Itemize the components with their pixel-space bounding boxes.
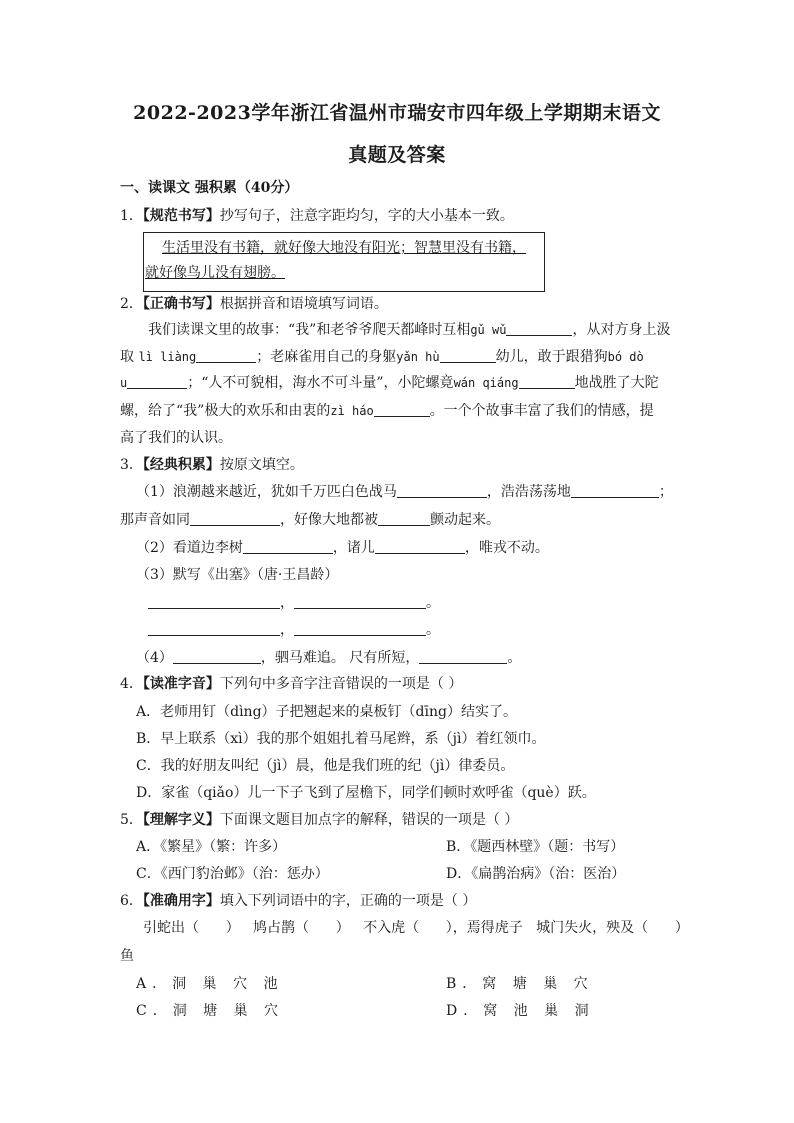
option-b[interactable]: B．窝 塘 巢 穴 xyxy=(446,976,594,992)
option-b[interactable]: B．早上联系（xì）我的那个姐姐扎着马尾辫，系（jì）着红领巾。 xyxy=(136,731,546,747)
question-6 xyxy=(120,891,680,911)
answer-blank[interactable] xyxy=(294,621,426,636)
answer-blank[interactable] xyxy=(148,594,280,609)
passage-line-2 xyxy=(120,347,680,367)
option-d[interactable]: D．窝 池 巢 洞 xyxy=(446,1003,595,1019)
item-text: （1）浪潮越来越近，犹如千万匹白色战马 xyxy=(136,484,397,500)
answer-blank[interactable] xyxy=(173,649,261,664)
pinyin-prompt: zì háo xyxy=(330,404,374,418)
pinyin-prompt: gǔ wǔ xyxy=(470,323,507,337)
item-text: ，浩浩荡荡地 xyxy=(486,484,571,500)
answer-blank[interactable] xyxy=(374,402,430,417)
answer-blank[interactable] xyxy=(294,594,426,609)
item-text: （4） xyxy=(136,650,173,666)
document-title-line1: 2022-2023学年浙江省温州市瑞安市四年级上学期期末语文 xyxy=(133,102,661,124)
option-c[interactable]: C．洞 塘 巢 穴 xyxy=(136,1003,285,1019)
pinyin-prompt: u xyxy=(120,376,128,390)
item-text: ，唯戎不动。 xyxy=(464,540,549,556)
passage-line-3 xyxy=(120,373,680,393)
item-text: ； xyxy=(658,484,673,500)
fill-item-2 xyxy=(136,538,696,558)
punctuation: ， xyxy=(280,622,294,638)
passage-line-4 xyxy=(120,401,680,421)
question-number: 5． xyxy=(120,812,143,828)
question-number: 6． xyxy=(120,893,143,909)
question-4 xyxy=(120,674,680,694)
question-text: 根据拼音和语境填写词语。 xyxy=(219,296,388,312)
item-text: ，诸儿 xyxy=(332,540,375,556)
idiom-list: 引蛇出（ ） 鸠占鹊（ ） 不入虎（ ），焉得虎子 城门失火，殃及（ ） xyxy=(143,920,689,936)
passage-text: 。一个个故事丰富了我们的情感，提 xyxy=(429,403,654,419)
option-a[interactable]: A．《繁星》（繁：许多） xyxy=(136,839,287,855)
answer-blank[interactable] xyxy=(190,511,280,526)
question-number: 4． xyxy=(120,676,143,692)
passage-text: 螺，给了“我”极大的欢乐和由衷的 xyxy=(120,403,331,419)
punctuation: ， xyxy=(280,595,294,611)
fill-item-3: （3）默写《出塞》（唐·王昌龄） xyxy=(136,567,339,583)
passage-line-1 xyxy=(148,320,708,340)
item-text: ，好像大地都被 xyxy=(280,512,378,528)
passage-text: ，从对方身上汲 xyxy=(572,322,671,338)
copy-sentence-line1: 生活里没有书籍，就好像大地没有阳光；智慧里没有书籍， xyxy=(162,240,526,256)
poem-line-1 xyxy=(148,593,708,613)
question-tag: 【正确书写】 xyxy=(142,296,220,312)
passage-text: ；“人不可貌相，海水不可斗量”，小陀螺竟 xyxy=(187,375,454,391)
pinyin-prompt: bó dò xyxy=(607,350,644,364)
pinyin-prompt: yǎn hù xyxy=(396,350,440,364)
pinyin-prompt: wán qiáng xyxy=(453,376,519,390)
question-3 xyxy=(120,455,680,475)
item-text: 。 xyxy=(507,650,522,666)
answer-blank[interactable] xyxy=(571,483,659,498)
question-tag: 【准确用字】 xyxy=(142,893,220,909)
passage-text: ；老麻雀用自己的身躯 xyxy=(256,349,397,365)
question-2 xyxy=(120,294,680,314)
answer-blank[interactable] xyxy=(378,511,430,526)
question-text: 按原文填空。 xyxy=(219,457,304,473)
option-d[interactable]: D．家雀（qiǎo）儿一下子飞到了屋檐下，同学们顿时欢呼雀（què）跃。 xyxy=(136,785,596,801)
fill-item-4 xyxy=(136,648,696,668)
answer-blank[interactable] xyxy=(127,374,187,389)
answer-blank[interactable] xyxy=(419,649,507,664)
option-c[interactable]: C．《西门豹治邺》（治：惩办） xyxy=(136,866,329,882)
item-text: ，驷马难追。 尺有所短， xyxy=(260,650,420,666)
option-c[interactable]: C．我的好朋友叫纪（jì）晨，他是我们班的纪（jì）律委员。 xyxy=(136,758,515,774)
punctuation: 。 xyxy=(426,595,440,611)
answer-blank[interactable] xyxy=(397,483,487,498)
fill-item-1-cont xyxy=(120,510,680,530)
poem-line-2 xyxy=(148,620,708,640)
option-a[interactable]: A．老师用钉（dìng）子把翘起来的桌板钉（dīng）结实了。 xyxy=(136,704,517,720)
idiom-list-cont: 鱼 xyxy=(120,948,134,964)
question-tag: 【规范书写】 xyxy=(142,208,220,224)
question-text: 抄写句子，注意字距均匀，字的大小基本一致。 xyxy=(219,208,514,224)
answer-blank[interactable] xyxy=(506,321,572,336)
question-tag: 【经典积累】 xyxy=(142,457,220,473)
pinyin-prompt: lì liàng xyxy=(138,350,197,364)
item-text: 颤动起来。 xyxy=(430,512,500,528)
question-number: 2． xyxy=(120,296,143,312)
passage-line-5: 高了我们的认识。 xyxy=(120,430,232,446)
question-1 xyxy=(120,206,680,226)
option-d[interactable]: D．《扁鹊治病》（治：医治） xyxy=(446,866,626,882)
fill-item-1 xyxy=(136,482,696,502)
section-heading: 一、读课文 强积累（40分） xyxy=(120,180,299,196)
document-title-line2: 真题及答案 xyxy=(348,144,446,166)
passage-text: 幼儿，敢于跟猎狗 xyxy=(495,349,608,365)
answer-blank[interactable] xyxy=(148,621,280,636)
answer-blank[interactable] xyxy=(519,374,575,389)
option-b[interactable]: B．《题西林壁》（题：书写） xyxy=(446,839,625,855)
question-number: 1． xyxy=(120,208,143,224)
passage-text: 地战胜了大陀 xyxy=(574,375,659,391)
question-tag: 【理解字义】 xyxy=(142,812,220,828)
punctuation: 。 xyxy=(426,622,440,638)
copy-sentence-box xyxy=(143,232,545,292)
option-a[interactable]: A．洞 巢 穴 池 xyxy=(136,976,284,992)
answer-blank[interactable] xyxy=(440,348,496,363)
question-text: 下列句中多音字注音错误的一项是（ ） xyxy=(219,676,463,692)
passage-text: 我们读课文里的故事：“我”和老爷爷爬天都峰时互相 xyxy=(148,322,471,338)
item-text: 那声音如同 xyxy=(120,512,190,528)
answer-blank[interactable] xyxy=(375,539,465,554)
question-number: 3． xyxy=(120,457,143,473)
question-text: 填入下列词语中的字，正确的一项是（ ） xyxy=(219,893,477,909)
question-text: 下面课文题目加点字的解释，错误的一项是（ ） xyxy=(219,812,519,828)
question-tag: 【读准字音】 xyxy=(142,676,220,692)
passage-text: 取 xyxy=(120,349,134,365)
copy-sentence-line2: 就好像鸟儿没有翅膀。 xyxy=(145,265,285,281)
item-text: （2）看道边李树 xyxy=(136,540,243,556)
question-5 xyxy=(120,810,680,830)
answer-blank[interactable] xyxy=(243,539,333,554)
answer-blank[interactable] xyxy=(196,348,256,363)
